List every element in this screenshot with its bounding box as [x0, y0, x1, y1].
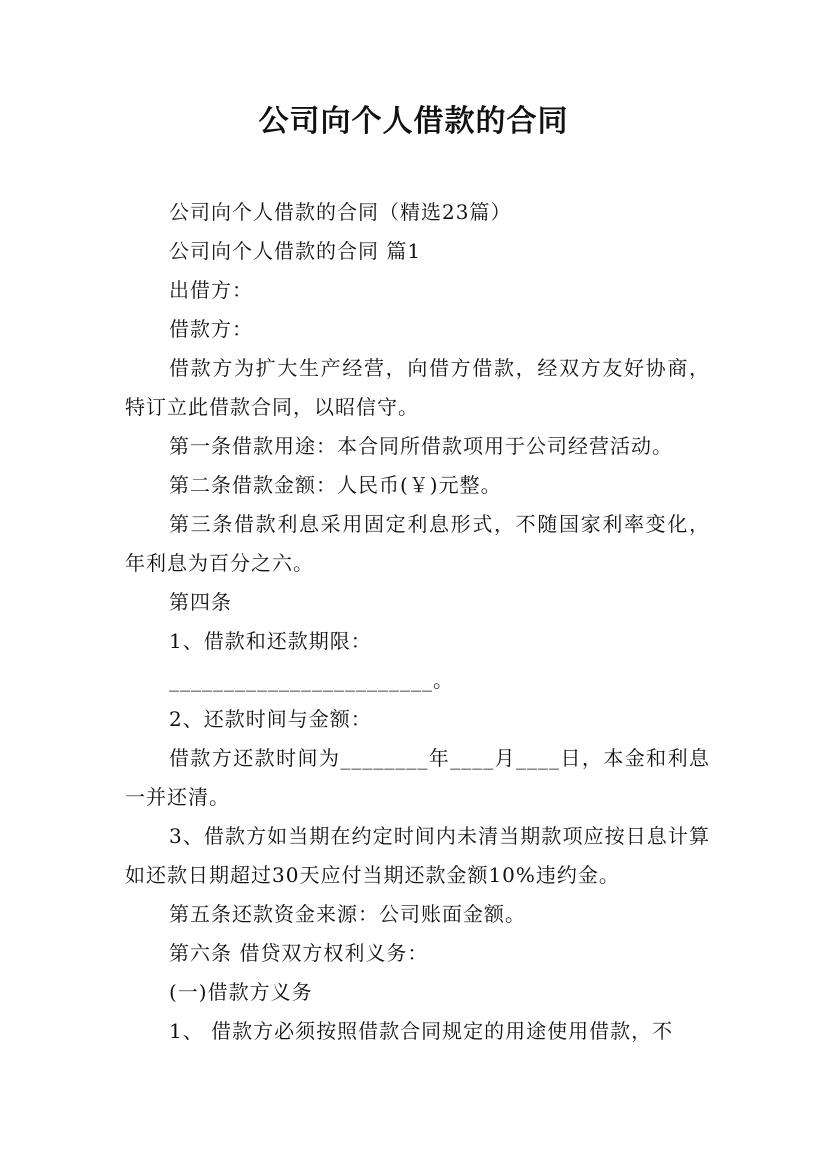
paragraph-article-6: 第六条 借贷双方权利义务： — [169, 941, 429, 965]
paragraph-article-1: 第一条借款用途：本合同所借款项用于公司经营活动。 — [169, 434, 673, 458]
paragraph-preamble: 借款方为扩大生产经营，向借方借款，经双方友好协商，特订立此借款合同，以昭信守。 — [125, 356, 710, 419]
paragraph-obligation-1: 1、 借款方必须按照借款合同规定的用途使用借款，不 — [169, 1019, 674, 1043]
paragraph-borrower-obligations: (一)借款方义务 — [169, 980, 313, 1004]
paragraph-item-1: 1、借款和还款期限： — [169, 629, 372, 653]
document-body — [125, 193, 710, 1051]
paragraph-article-3: 第三条借款利息采用固定利息形式，不随国家利率变化，年利息为百分之六。 — [125, 512, 710, 575]
document-title: 公司向个人借款的合同 — [258, 104, 569, 139]
paragraph-borrower: 借款方： — [169, 317, 253, 341]
paragraph-section-heading: 公司向个人借款的合同 篇1 — [169, 239, 422, 263]
paragraph-article-4: 第四条 — [169, 590, 232, 614]
paragraph-subtitle: 公司向个人借款的合同（精选23篇） — [169, 200, 512, 224]
paragraph-blank-line: ________________________。 — [169, 668, 454, 692]
paragraph-article-5: 第五条还款资金来源：公司账面金额。 — [169, 902, 526, 926]
paragraph-article-2: 第二条借款金额：人民币(￥)元整。 — [169, 473, 502, 497]
paragraph-lender: 出借方： — [169, 278, 253, 302]
paragraph-item-3: 3、借款方如当期在约定时间内未清当期款项应按日息计算如还款日期超过30天应付当期还款金额10%违约金。 — [125, 824, 710, 887]
paragraph-repayment-time: 借款方还款时间为________年____月____日，本金和利息一并还清。 — [125, 746, 710, 809]
paragraph-item-2: 2、还款时间与金额： — [169, 707, 372, 731]
